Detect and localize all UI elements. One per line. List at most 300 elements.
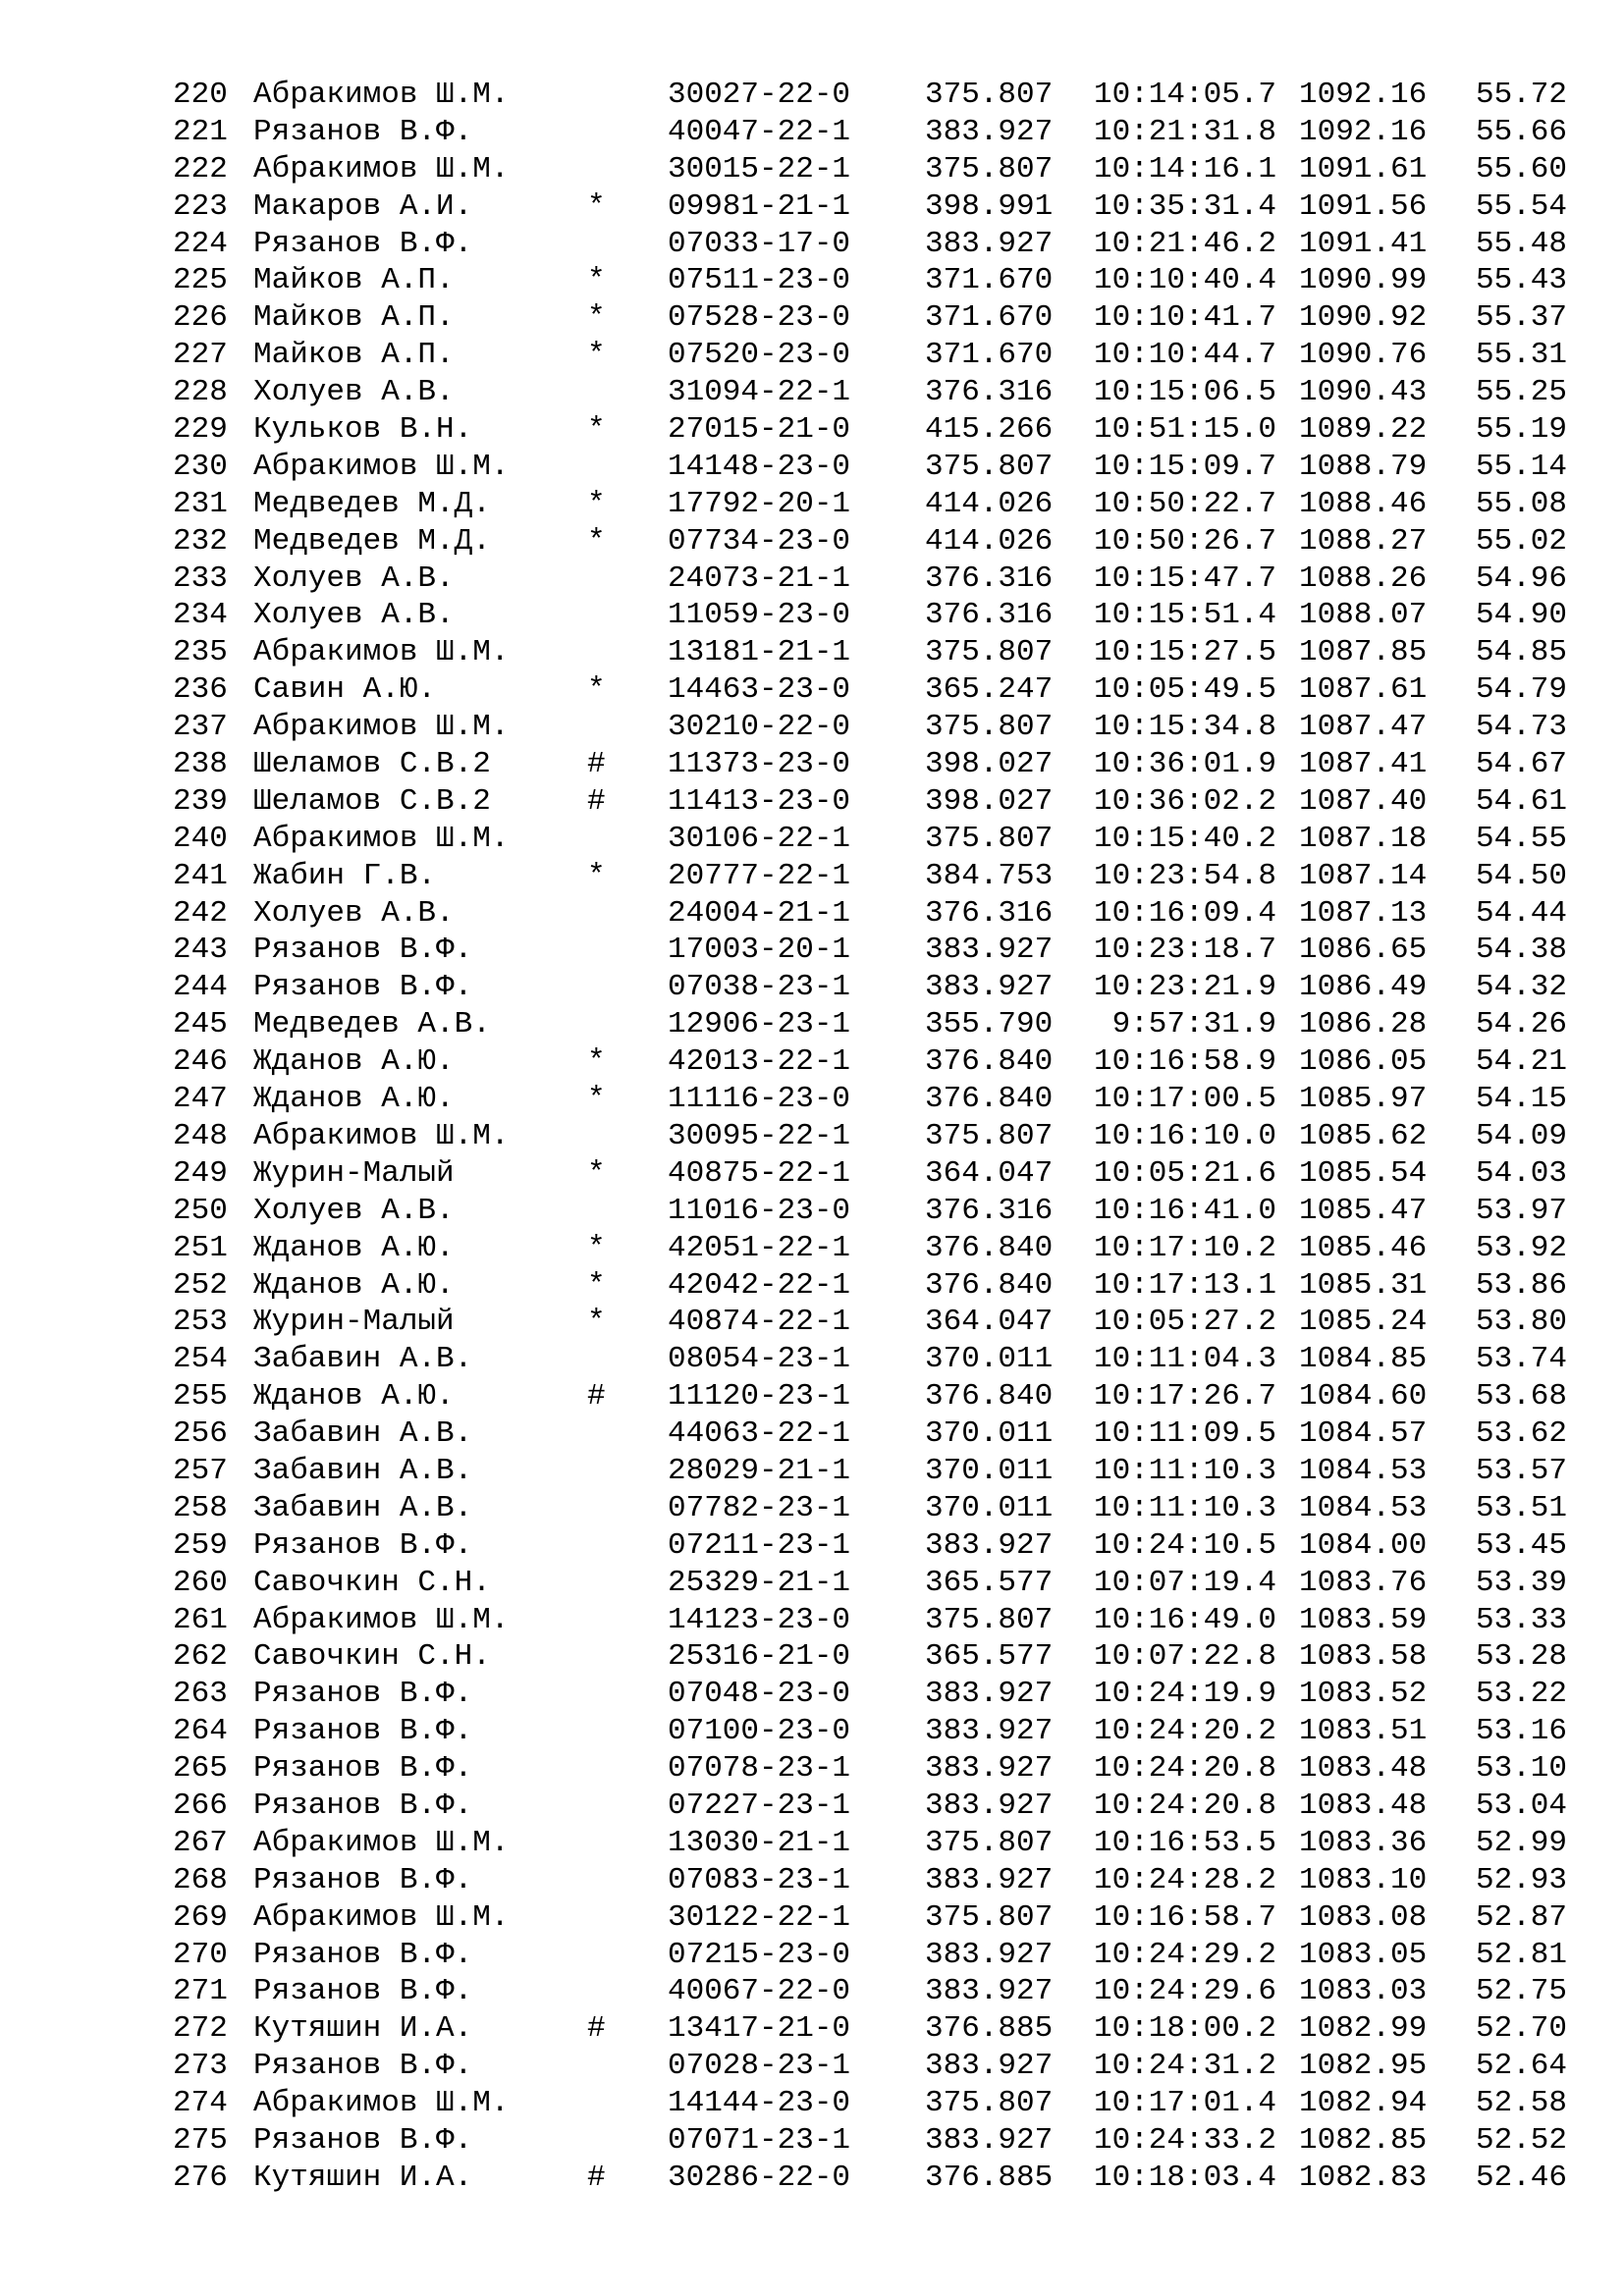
fancier-name: Майков А.П. — [253, 263, 455, 298]
fancier-name: Рязанов В.Ф. — [253, 1937, 473, 1972]
arrival-time: 10:10:40.4 — [1093, 263, 1276, 298]
points: 54.26 — [1476, 1007, 1568, 1042]
speed: 1082.95 — [1299, 2049, 1428, 2084]
ring-number: 24004-21-1 — [668, 895, 851, 931]
speed: 1082.85 — [1299, 2122, 1428, 2158]
speed: 1083.08 — [1299, 1899, 1428, 1935]
table-row — [0, 1043, 1624, 1081]
speed: 1085.54 — [1299, 1155, 1428, 1191]
arrival-time: 10:10:44.7 — [1093, 338, 1276, 373]
arrival-time: 10:15:09.7 — [1093, 449, 1276, 484]
table-row — [0, 1267, 1624, 1305]
arrival-time: 10:11:10.3 — [1093, 1453, 1276, 1488]
speed: 1083.76 — [1299, 1565, 1428, 1600]
speed: 1084.53 — [1299, 1453, 1428, 1488]
fancier-name: Рязанов В.Ф. — [253, 933, 473, 968]
ring-number: 07215-23-0 — [668, 1937, 851, 1972]
ring-number: 07038-23-1 — [668, 970, 851, 1005]
arrival-time: 10:17:10.2 — [1093, 1230, 1276, 1265]
points: 53.45 — [1476, 1527, 1568, 1563]
speed: 1085.24 — [1299, 1305, 1428, 1340]
distance: 365.247 — [925, 672, 1054, 708]
fancier-name: Холуев А.В. — [253, 598, 455, 633]
arrival-time: 10:50:26.7 — [1093, 523, 1276, 559]
fancier-name: Майков А.П. — [253, 338, 455, 373]
distance: 383.927 — [925, 1974, 1054, 2009]
arrival-time: 10:23:54.8 — [1093, 858, 1276, 893]
place-number: 238 — [173, 747, 228, 782]
ring-number: 17003-20-1 — [668, 933, 851, 968]
place-number: 271 — [173, 1974, 228, 2009]
points: 54.50 — [1476, 858, 1568, 893]
mark-symbol: * — [587, 300, 606, 336]
distance: 371.670 — [925, 338, 1054, 373]
distance: 376.885 — [925, 2160, 1054, 2195]
points: 55.31 — [1476, 338, 1568, 373]
table-row — [0, 1750, 1624, 1788]
table-row — [0, 77, 1624, 114]
ring-number: 11016-23-0 — [668, 1193, 851, 1228]
table-row — [0, 449, 1624, 486]
points: 54.32 — [1476, 970, 1568, 1005]
ring-number: 09981-21-1 — [668, 188, 851, 224]
speed: 1088.79 — [1299, 449, 1428, 484]
arrival-time: 10:18:03.4 — [1093, 2160, 1276, 2195]
table-row — [0, 1415, 1624, 1453]
place-number: 245 — [173, 1007, 228, 1042]
arrival-time: 10:15:27.5 — [1093, 635, 1276, 670]
table-row — [0, 821, 1624, 858]
fancier-name: Савочкин С.Н. — [253, 1565, 491, 1600]
table-row — [0, 597, 1624, 634]
place-number: 255 — [173, 1379, 228, 1415]
ring-number: 13417-21-0 — [668, 2011, 851, 2047]
arrival-time: 10:21:31.8 — [1093, 114, 1276, 149]
place-number: 275 — [173, 2122, 228, 2158]
place-number: 250 — [173, 1193, 228, 1228]
points: 54.85 — [1476, 635, 1568, 670]
distance: 376.840 — [925, 1379, 1054, 1415]
place-number: 232 — [173, 523, 228, 559]
ring-number: 07083-23-1 — [668, 1862, 851, 1897]
place-number: 273 — [173, 2049, 228, 2084]
arrival-time: 10:17:01.4 — [1093, 2086, 1276, 2121]
distance: 383.927 — [925, 114, 1054, 149]
fancier-name: Савин А.Ю. — [253, 672, 437, 708]
fancier-name: Абракимов Ш.М. — [253, 449, 510, 484]
arrival-time: 10:14:05.7 — [1093, 78, 1276, 112]
place-number: 241 — [173, 858, 228, 893]
distance: 364.047 — [925, 1155, 1054, 1191]
points: 54.67 — [1476, 747, 1568, 782]
ring-number: 07048-23-0 — [668, 1677, 851, 1712]
arrival-time: 10:15:51.4 — [1093, 598, 1276, 633]
arrival-time: 10:50:22.7 — [1093, 486, 1276, 521]
fancier-name: Абракимов Ш.М. — [253, 1899, 510, 1935]
distance: 376.840 — [925, 1230, 1054, 1265]
mark-symbol: * — [587, 338, 606, 373]
ring-number: 12906-23-1 — [668, 1007, 851, 1042]
distance: 383.927 — [925, 226, 1054, 261]
points: 53.68 — [1476, 1379, 1568, 1415]
arrival-time: 10:23:21.9 — [1093, 970, 1276, 1005]
mark-symbol: # — [587, 2011, 606, 2047]
arrival-time: 10:15:34.8 — [1093, 710, 1276, 745]
points: 54.44 — [1476, 895, 1568, 931]
speed: 1092.16 — [1299, 114, 1428, 149]
ring-number: 40067-22-0 — [668, 1974, 851, 2009]
ring-number: 25329-21-1 — [668, 1565, 851, 1600]
place-number: 236 — [173, 672, 228, 708]
place-number: 237 — [173, 710, 228, 745]
table-row — [0, 1118, 1624, 1155]
speed: 1090.76 — [1299, 338, 1428, 373]
distance: 415.266 — [925, 412, 1054, 448]
place-number: 220 — [173, 78, 228, 112]
distance: 376.316 — [925, 561, 1054, 596]
arrival-time: 10:14:16.1 — [1093, 151, 1276, 187]
table-row — [0, 1193, 1624, 1230]
ring-number: 28029-21-1 — [668, 1453, 851, 1488]
distance: 371.670 — [925, 300, 1054, 336]
speed: 1084.60 — [1299, 1379, 1428, 1415]
table-row — [0, 2048, 1624, 2085]
points: 53.74 — [1476, 1342, 1568, 1377]
arrival-time: 10:07:19.4 — [1093, 1565, 1276, 1600]
fancier-name: Холуев А.В. — [253, 895, 455, 931]
ring-number: 07078-23-1 — [668, 1751, 851, 1787]
place-number: 264 — [173, 1714, 228, 1749]
table-row — [0, 188, 1624, 226]
points: 55.54 — [1476, 188, 1568, 224]
fancier-name: Абракимов Ш.М. — [253, 151, 510, 187]
speed: 1089.22 — [1299, 412, 1428, 448]
fancier-name: Рязанов В.Ф. — [253, 1751, 473, 1787]
place-number: 259 — [173, 1527, 228, 1563]
place-number: 257 — [173, 1453, 228, 1488]
table-row — [0, 1602, 1624, 1639]
points: 53.10 — [1476, 1751, 1568, 1787]
distance: 365.577 — [925, 1639, 1054, 1675]
table-row — [0, 1565, 1624, 1602]
place-number: 253 — [173, 1305, 228, 1340]
fancier-name: Абракимов Ш.М. — [253, 1602, 510, 1637]
ring-number: 24073-21-1 — [668, 561, 851, 596]
arrival-time: 10:16:53.5 — [1093, 1825, 1276, 1860]
mark-symbol: * — [587, 858, 606, 893]
distance: 414.026 — [925, 523, 1054, 559]
arrival-time: 10:07:22.8 — [1093, 1639, 1276, 1675]
fancier-name: Макаров А.И. — [253, 188, 473, 224]
table-row — [0, 783, 1624, 821]
fancier-name: Абракимов Ш.М. — [253, 710, 510, 745]
place-number: 248 — [173, 1118, 228, 1153]
table-row — [0, 1973, 1624, 2010]
points: 55.25 — [1476, 375, 1568, 410]
fancier-name: Абракимов Ш.М. — [253, 635, 510, 670]
fancier-name: Абракимов Ш.М. — [253, 78, 510, 112]
fancier-name: Савочкин С.Н. — [253, 1639, 491, 1675]
points: 54.03 — [1476, 1155, 1568, 1191]
speed: 1083.52 — [1299, 1677, 1428, 1712]
place-number: 261 — [173, 1602, 228, 1637]
distance: 398.027 — [925, 783, 1054, 819]
fancier-name: Абракимов Ш.М. — [253, 2086, 510, 2121]
points: 52.75 — [1476, 1974, 1568, 2009]
arrival-time: 10:17:00.5 — [1093, 1082, 1276, 1117]
distance: 375.807 — [925, 821, 1054, 856]
ring-number: 44063-22-1 — [668, 1416, 851, 1452]
place-number: 234 — [173, 598, 228, 633]
place-number: 265 — [173, 1751, 228, 1787]
arrival-time: 10:16:58.7 — [1093, 1899, 1276, 1935]
speed: 1087.40 — [1299, 783, 1428, 819]
distance: 370.011 — [925, 1416, 1054, 1452]
place-number: 268 — [173, 1862, 228, 1897]
place-number: 252 — [173, 1267, 228, 1303]
arrival-time: 10:11:04.3 — [1093, 1342, 1276, 1377]
ring-number: 07520-23-0 — [668, 338, 851, 373]
fancier-name: Рязанов В.Ф. — [253, 2122, 473, 2158]
speed: 1087.18 — [1299, 821, 1428, 856]
arrival-time: 10:24:31.2 — [1093, 2049, 1276, 2084]
place-number: 254 — [173, 1342, 228, 1377]
ring-number: 30106-22-1 — [668, 821, 851, 856]
arrival-time: 10:15:40.2 — [1093, 821, 1276, 856]
arrival-time: 10:24:10.5 — [1093, 1527, 1276, 1563]
place-number: 229 — [173, 412, 228, 448]
ring-number: 25316-21-0 — [668, 1639, 851, 1675]
points: 52.81 — [1476, 1937, 1568, 1972]
distance: 376.840 — [925, 1082, 1054, 1117]
points: 55.02 — [1476, 523, 1568, 559]
table-row — [0, 858, 1624, 895]
arrival-time: 10:24:29.6 — [1093, 1974, 1276, 2009]
points: 55.19 — [1476, 412, 1568, 448]
distance: 371.670 — [925, 263, 1054, 298]
speed: 1087.61 — [1299, 672, 1428, 708]
place-number: 235 — [173, 635, 228, 670]
distance: 398.991 — [925, 188, 1054, 224]
fancier-name: Шеламов С.В.2 — [253, 783, 491, 819]
fancier-name: Рязанов В.Ф. — [253, 2049, 473, 2084]
fancier-name: Забавин А.В. — [253, 1342, 473, 1377]
mark-symbol: * — [587, 1267, 606, 1303]
table-row — [0, 746, 1624, 783]
table-row — [0, 2122, 1624, 2160]
speed: 1085.97 — [1299, 1082, 1428, 1117]
distance: 375.807 — [925, 151, 1054, 187]
place-number: 242 — [173, 895, 228, 931]
fancier-name: Медведев М.Д. — [253, 523, 491, 559]
points: 53.33 — [1476, 1602, 1568, 1637]
ring-number: 07033-17-0 — [668, 226, 851, 261]
place-number: 260 — [173, 1565, 228, 1600]
place-number: 228 — [173, 375, 228, 410]
speed: 1083.58 — [1299, 1639, 1428, 1675]
table-row — [0, 895, 1624, 933]
points: 55.72 — [1476, 78, 1568, 112]
distance: 376.316 — [925, 598, 1054, 633]
table-row — [0, 1676, 1624, 1713]
speed: 1085.62 — [1299, 1118, 1428, 1153]
points: 55.66 — [1476, 114, 1568, 149]
arrival-time: 10:24:20.8 — [1093, 1788, 1276, 1823]
results-table — [0, 77, 1624, 2197]
arrival-time: 10:11:10.3 — [1093, 1490, 1276, 1525]
place-number: 258 — [173, 1490, 228, 1525]
ring-number: 07227-23-1 — [668, 1788, 851, 1823]
distance: 376.840 — [925, 1044, 1054, 1080]
table-row — [0, 1304, 1624, 1341]
fancier-name: Холуев А.В. — [253, 561, 455, 596]
place-number: 233 — [173, 561, 228, 596]
place-number: 244 — [173, 970, 228, 1005]
speed: 1091.41 — [1299, 226, 1428, 261]
distance: 383.927 — [925, 933, 1054, 968]
ring-number: 30095-22-1 — [668, 1118, 851, 1153]
place-number: 251 — [173, 1230, 228, 1265]
table-row — [0, 1527, 1624, 1565]
distance: 370.011 — [925, 1490, 1054, 1525]
fancier-name: Абракимов Ш.М. — [253, 1825, 510, 1860]
speed: 1084.57 — [1299, 1416, 1428, 1452]
speed: 1082.99 — [1299, 2011, 1428, 2047]
mark-symbol: * — [587, 672, 606, 708]
points: 55.14 — [1476, 449, 1568, 484]
points: 54.15 — [1476, 1082, 1568, 1117]
speed: 1087.47 — [1299, 710, 1428, 745]
ring-number: 07211-23-1 — [668, 1527, 851, 1563]
table-row — [0, 114, 1624, 151]
place-number: 263 — [173, 1677, 228, 1712]
speed: 1091.56 — [1299, 188, 1428, 224]
table-row — [0, 1788, 1624, 1825]
ring-number: 11116-23-0 — [668, 1082, 851, 1117]
table-row — [0, 374, 1624, 411]
points: 53.62 — [1476, 1416, 1568, 1452]
mark-symbol: * — [587, 1155, 606, 1191]
arrival-time: 10:16:49.0 — [1093, 1602, 1276, 1637]
fancier-name: Забавин А.В. — [253, 1453, 473, 1488]
speed: 1088.46 — [1299, 486, 1428, 521]
fancier-name: Рязанов В.Ф. — [253, 1677, 473, 1712]
ring-number: 40047-22-1 — [668, 114, 851, 149]
place-number: 230 — [173, 449, 228, 484]
mark-symbol: * — [587, 1044, 606, 1080]
ring-number: 30015-22-1 — [668, 151, 851, 187]
points: 53.97 — [1476, 1193, 1568, 1228]
place-number: 222 — [173, 151, 228, 187]
fancier-name: Рязанов В.Ф. — [253, 970, 473, 1005]
ring-number: 07100-23-0 — [668, 1714, 851, 1749]
ring-number: 30210-22-0 — [668, 710, 851, 745]
speed: 1092.16 — [1299, 78, 1428, 112]
fancier-name: Рязанов В.Ф. — [253, 226, 473, 261]
ring-number: 30286-22-0 — [668, 2160, 851, 2195]
arrival-time: 10:23:18.7 — [1093, 933, 1276, 968]
distance: 375.807 — [925, 1602, 1054, 1637]
place-number: 246 — [173, 1044, 228, 1080]
points: 52.70 — [1476, 2011, 1568, 2047]
points: 52.99 — [1476, 1825, 1568, 1860]
speed: 1082.94 — [1299, 2086, 1428, 2121]
arrival-time: 10:24:20.2 — [1093, 1714, 1276, 1749]
points: 55.43 — [1476, 263, 1568, 298]
distance: 364.047 — [925, 1305, 1054, 1340]
speed: 1083.03 — [1299, 1974, 1428, 2009]
mark-symbol: # — [587, 2160, 606, 2195]
arrival-time: 10:24:20.8 — [1093, 1751, 1276, 1787]
fancier-name: Жданов А.Ю. — [253, 1044, 455, 1080]
distance: 414.026 — [925, 486, 1054, 521]
fancier-name: Жабин Г.В. — [253, 858, 437, 893]
fancier-name: Жданов А.Ю. — [253, 1230, 455, 1265]
table-row — [0, 1155, 1624, 1193]
ring-number: 42013-22-1 — [668, 1044, 851, 1080]
fancier-name: Рязанов В.Ф. — [253, 1788, 473, 1823]
points: 53.28 — [1476, 1639, 1568, 1675]
mark-symbol: * — [587, 1305, 606, 1340]
table-row — [0, 523, 1624, 561]
speed: 1083.10 — [1299, 1862, 1428, 1897]
table-row — [0, 1862, 1624, 1899]
speed: 1088.26 — [1299, 561, 1428, 596]
points: 52.52 — [1476, 2122, 1568, 2158]
arrival-time: 9:57:31.9 — [1111, 1007, 1276, 1042]
distance: 375.807 — [925, 78, 1054, 112]
points: 52.46 — [1476, 2160, 1568, 2195]
ring-number: 40874-22-1 — [668, 1305, 851, 1340]
speed: 1088.27 — [1299, 523, 1428, 559]
distance: 355.790 — [925, 1007, 1054, 1042]
points: 55.48 — [1476, 226, 1568, 261]
speed: 1082.83 — [1299, 2160, 1428, 2195]
speed: 1083.48 — [1299, 1751, 1428, 1787]
ring-number: 42051-22-1 — [668, 1230, 851, 1265]
table-row — [0, 486, 1624, 523]
place-number: 226 — [173, 300, 228, 336]
speed: 1083.59 — [1299, 1602, 1428, 1637]
arrival-time: 10:05:21.6 — [1093, 1155, 1276, 1191]
speed: 1090.43 — [1299, 375, 1428, 410]
mark-symbol: # — [587, 1379, 606, 1415]
arrival-time: 10:36:01.9 — [1093, 747, 1276, 782]
place-number: 225 — [173, 263, 228, 298]
ring-number: 14123-23-0 — [668, 1602, 851, 1637]
fancier-name: Кутяшин И.А. — [253, 2011, 473, 2047]
ring-number: 17792-20-1 — [668, 486, 851, 521]
speed: 1083.05 — [1299, 1937, 1428, 1972]
speed: 1087.85 — [1299, 635, 1428, 670]
speed: 1085.31 — [1299, 1267, 1428, 1303]
distance: 376.316 — [925, 1193, 1054, 1228]
ring-number: 13181-21-1 — [668, 635, 851, 670]
place-number: 270 — [173, 1937, 228, 1972]
distance: 383.927 — [925, 970, 1054, 1005]
distance: 383.927 — [925, 1751, 1054, 1787]
mark-symbol: # — [587, 783, 606, 819]
fancier-name: Рязанов В.Ф. — [253, 114, 473, 149]
mark-symbol: * — [587, 412, 606, 448]
table-row — [0, 411, 1624, 449]
speed: 1085.47 — [1299, 1193, 1428, 1228]
place-number: 247 — [173, 1082, 228, 1117]
table-row — [0, 1341, 1624, 1378]
fancier-name: Жданов А.Ю. — [253, 1379, 455, 1415]
fancier-name: Холуев А.В. — [253, 375, 455, 410]
distance: 375.807 — [925, 1825, 1054, 1860]
